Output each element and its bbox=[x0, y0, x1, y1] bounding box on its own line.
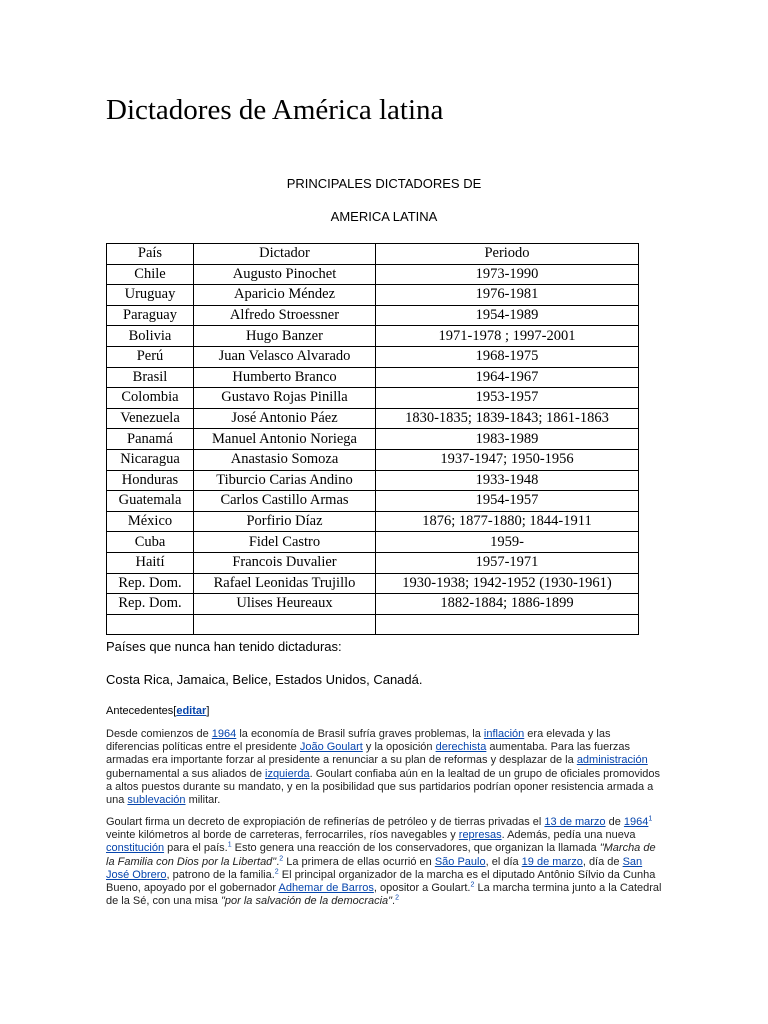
table-row bbox=[107, 305, 639, 326]
link-adhemar-de-barros[interactable]: Adhemar de Barros bbox=[278, 882, 374, 895]
cell-dictador: Rafael Leonidas Trujillo bbox=[194, 573, 376, 594]
link-derechista[interactable]: derechista bbox=[435, 741, 487, 754]
link-sao-paulo[interactable]: São Paulo bbox=[434, 855, 486, 868]
text: gubernamental a sus aliados de bbox=[106, 767, 265, 780]
table-row bbox=[107, 614, 639, 635]
text: La marcha termina junto a la Catedral de la Sé, con una misa bbox=[106, 882, 662, 908]
cell-periodo: 1968-1975 bbox=[376, 346, 639, 367]
text: El principal organizador de la marcha es el diputado Antônio Sílvio da Cunha Bueno, apoyado por el gobernador bbox=[106, 868, 656, 895]
header-periodo: Periodo bbox=[376, 244, 639, 265]
page-title: Dictadores de América latina bbox=[106, 94, 444, 126]
table-row bbox=[107, 449, 639, 470]
footnote-ref[interactable]: 2 bbox=[274, 868, 279, 876]
table-row bbox=[107, 285, 639, 306]
text: , opositor a Goulart. bbox=[373, 882, 471, 895]
cell-dictador: Francois Duvalier bbox=[194, 552, 376, 573]
link-represas[interactable]: represas bbox=[458, 829, 502, 842]
cell-periodo: 1933-1948 bbox=[376, 470, 639, 491]
text: era elevada y las diferencias políticas entre el presidente bbox=[106, 728, 611, 754]
cell-dictador: Manuel Antonio Noriega bbox=[194, 429, 376, 450]
cell-periodo: 1830-1835; 1839-1843; 1861-1863 bbox=[376, 408, 639, 429]
cell-periodo: 1954-1989 bbox=[376, 305, 639, 326]
text: Desde comienzos de bbox=[106, 728, 212, 740]
cell-dictador: Juan Velasco Alvarado bbox=[194, 346, 376, 367]
text: , día de bbox=[582, 855, 623, 868]
cell-pais: Uruguay bbox=[107, 285, 194, 306]
cell-dictador: Hugo Banzer bbox=[194, 326, 376, 347]
paragraph-1 bbox=[106, 728, 666, 807]
link-administracion[interactable]: administración bbox=[576, 754, 648, 767]
cell-dictador: Porfirio Díaz bbox=[194, 511, 376, 532]
cell-pais: Panamá bbox=[107, 429, 194, 450]
text: la economía de Brasil sufría graves problemas, la bbox=[236, 728, 484, 740]
text: , el día bbox=[485, 855, 522, 868]
text: para el país. bbox=[164, 842, 228, 855]
cell-pais: Chile bbox=[107, 264, 194, 285]
footnote-ref[interactable]: 1 bbox=[648, 815, 653, 823]
text: Esto genera una reacción de los conservadores, que organizan la llamada bbox=[231, 842, 600, 855]
edit-link[interactable]: editar bbox=[176, 705, 207, 717]
cell-dictador: Aparicio Méndez bbox=[194, 285, 376, 306]
link-joao-goulart[interactable]: João Goulart bbox=[299, 741, 363, 754]
link-inflacion[interactable]: inflación bbox=[483, 728, 525, 740]
cell-dictador: Fidel Castro bbox=[194, 532, 376, 553]
cell-dictador: Augusto Pinochet bbox=[194, 264, 376, 285]
table-row bbox=[107, 346, 639, 367]
cell-pais: Haití bbox=[107, 552, 194, 573]
link-sublevacion[interactable]: sublevación bbox=[127, 794, 186, 807]
link-san-jose-obrero[interactable]: San José Obrero bbox=[106, 855, 643, 881]
cell-pais: Guatemala bbox=[107, 491, 194, 512]
table-row bbox=[107, 532, 639, 553]
footnote-ref[interactable]: 2 bbox=[279, 854, 284, 862]
cell-pais: Rep. Dom. bbox=[107, 573, 194, 594]
subtitle-line-1: PRINCIPALES DICTADORES DE bbox=[286, 176, 482, 191]
text: aumentaba. Para las fuerzas armadas era importante forzar al presidente a renunciar a su plan de reformas y desplazar de la bbox=[106, 741, 631, 767]
paragraph-2 bbox=[106, 816, 666, 908]
cell-periodo bbox=[376, 614, 639, 635]
text: y la oposición bbox=[362, 741, 436, 754]
text: Goulart firma un decreto de expropiación de refinerías de petróleo y de tierras privadas el bbox=[106, 816, 545, 828]
text: . Goulart confiaba aún en la lealtad de un grupo de oficiales promovidos a altos puestos durante su mandato, y en la posibilidad que sus partidarios podrían oponer resistencia armada a una bbox=[106, 767, 661, 807]
cell-periodo: 1964-1967 bbox=[376, 367, 639, 388]
table-row bbox=[107, 594, 639, 615]
cell-pais: Venezuela bbox=[107, 408, 194, 429]
table-row bbox=[107, 326, 639, 347]
text: . bbox=[276, 855, 280, 868]
table-row bbox=[107, 408, 639, 429]
italic-quote: "por la salvación de la democracia" bbox=[220, 895, 393, 908]
cell-dictador: Ulises Heureaux bbox=[194, 594, 376, 615]
table-row bbox=[107, 491, 639, 512]
table-body bbox=[107, 264, 639, 635]
footnote-ref[interactable]: 1 bbox=[227, 841, 232, 849]
text: veinte kilómetros al borde de carreteras, ferrocarriles, ríos navegables y bbox=[106, 829, 459, 842]
cell-dictador: Gustavo Rojas Pinilla bbox=[194, 388, 376, 409]
cell-periodo: 1971-1978 ; 1997-2001 bbox=[376, 326, 639, 347]
cell-dictador: José Antonio Páez bbox=[194, 408, 376, 429]
cell-pais: Brasil bbox=[107, 367, 194, 388]
cell-periodo: 1937-1947; 1950-1956 bbox=[376, 449, 639, 470]
text: . bbox=[392, 895, 396, 908]
link-1964[interactable]: 1964 bbox=[623, 816, 649, 828]
text: , patrono de la familia. bbox=[166, 868, 275, 881]
table-header-row bbox=[107, 244, 639, 265]
footnote-ref[interactable]: 2 bbox=[470, 881, 475, 889]
table-row bbox=[107, 388, 639, 409]
footnote-ref[interactable]: 2 bbox=[395, 894, 400, 902]
never-dictatorship-heading: Países que nunca han tenido dictaduras: bbox=[106, 639, 342, 654]
cell-pais: Bolivia bbox=[107, 326, 194, 347]
cell-periodo: 1957-1971 bbox=[376, 552, 639, 573]
cell-periodo: 1953-1957 bbox=[376, 388, 639, 409]
bracket-close: ] bbox=[206, 705, 210, 717]
cell-periodo: 1930-1938; 1942-1952 (1930-1961) bbox=[376, 573, 639, 594]
antecedentes-label: Antecedentes bbox=[106, 705, 174, 717]
link-19-de-marzo[interactable]: 19 de marzo bbox=[521, 855, 583, 868]
cell-pais: Nicaragua bbox=[107, 449, 194, 470]
table-row bbox=[107, 511, 639, 532]
cell-dictador bbox=[194, 614, 376, 635]
text: . Además, pedía una nueva bbox=[501, 829, 636, 842]
table-row bbox=[107, 470, 639, 491]
cell-dictador: Carlos Castillo Armas bbox=[194, 491, 376, 512]
cell-periodo: 1882-1884; 1886-1899 bbox=[376, 594, 639, 615]
bracket-open: [ bbox=[173, 705, 177, 717]
cell-pais bbox=[107, 614, 194, 635]
never-dictatorship-list: Costa Rica, Jamaica, Belice, Estados Unidos, Canadá. bbox=[106, 672, 423, 687]
cell-pais: México bbox=[107, 511, 194, 532]
link-1964[interactable]: 1964 bbox=[211, 728, 237, 740]
table-row bbox=[107, 264, 639, 285]
text: de bbox=[605, 816, 624, 828]
cell-periodo: 1876; 1877-1880; 1844-1911 bbox=[376, 511, 639, 532]
header-pais: País bbox=[107, 244, 194, 265]
cell-pais: Colombia bbox=[107, 388, 194, 409]
cell-dictador: Tiburcio Carias Andino bbox=[194, 470, 376, 491]
cell-dictador: Anastasio Somoza bbox=[194, 449, 376, 470]
cell-periodo: 1976-1981 bbox=[376, 285, 639, 306]
link-13-de-marzo[interactable]: 13 de marzo bbox=[544, 816, 606, 828]
text: La primera de ellas ocurrió en bbox=[283, 855, 435, 868]
cell-pais: Paraguay bbox=[107, 305, 194, 326]
cell-periodo: 1959- bbox=[376, 532, 639, 553]
link-constitucion[interactable]: constitución bbox=[106, 842, 165, 855]
cell-pais: Cuba bbox=[107, 532, 194, 553]
cell-pais: Rep. Dom. bbox=[107, 594, 194, 615]
cell-pais: Perú bbox=[107, 346, 194, 367]
dictators-table bbox=[106, 243, 639, 635]
text: militar. bbox=[185, 794, 221, 807]
cell-periodo: 1973-1990 bbox=[376, 264, 639, 285]
cell-pais: Honduras bbox=[107, 470, 194, 491]
header-dictador: Dictador bbox=[194, 244, 376, 265]
italic-quote: "Marcha de la Familia con Dios por la Libertad" bbox=[106, 842, 656, 868]
antecedentes-heading bbox=[106, 705, 209, 717]
link-izquierda[interactable]: izquierda bbox=[265, 767, 310, 780]
table-row bbox=[107, 573, 639, 594]
cell-periodo: 1983-1989 bbox=[376, 429, 639, 450]
table-row bbox=[107, 552, 639, 573]
cell-dictador: Humberto Branco bbox=[194, 367, 376, 388]
cell-dictador: Alfredo Stroessner bbox=[194, 305, 376, 326]
subtitle-line-2: AMERICA LATINA bbox=[330, 209, 438, 224]
table-row bbox=[107, 429, 639, 450]
table-row bbox=[107, 367, 639, 388]
cell-periodo: 1954-1957 bbox=[376, 491, 639, 512]
